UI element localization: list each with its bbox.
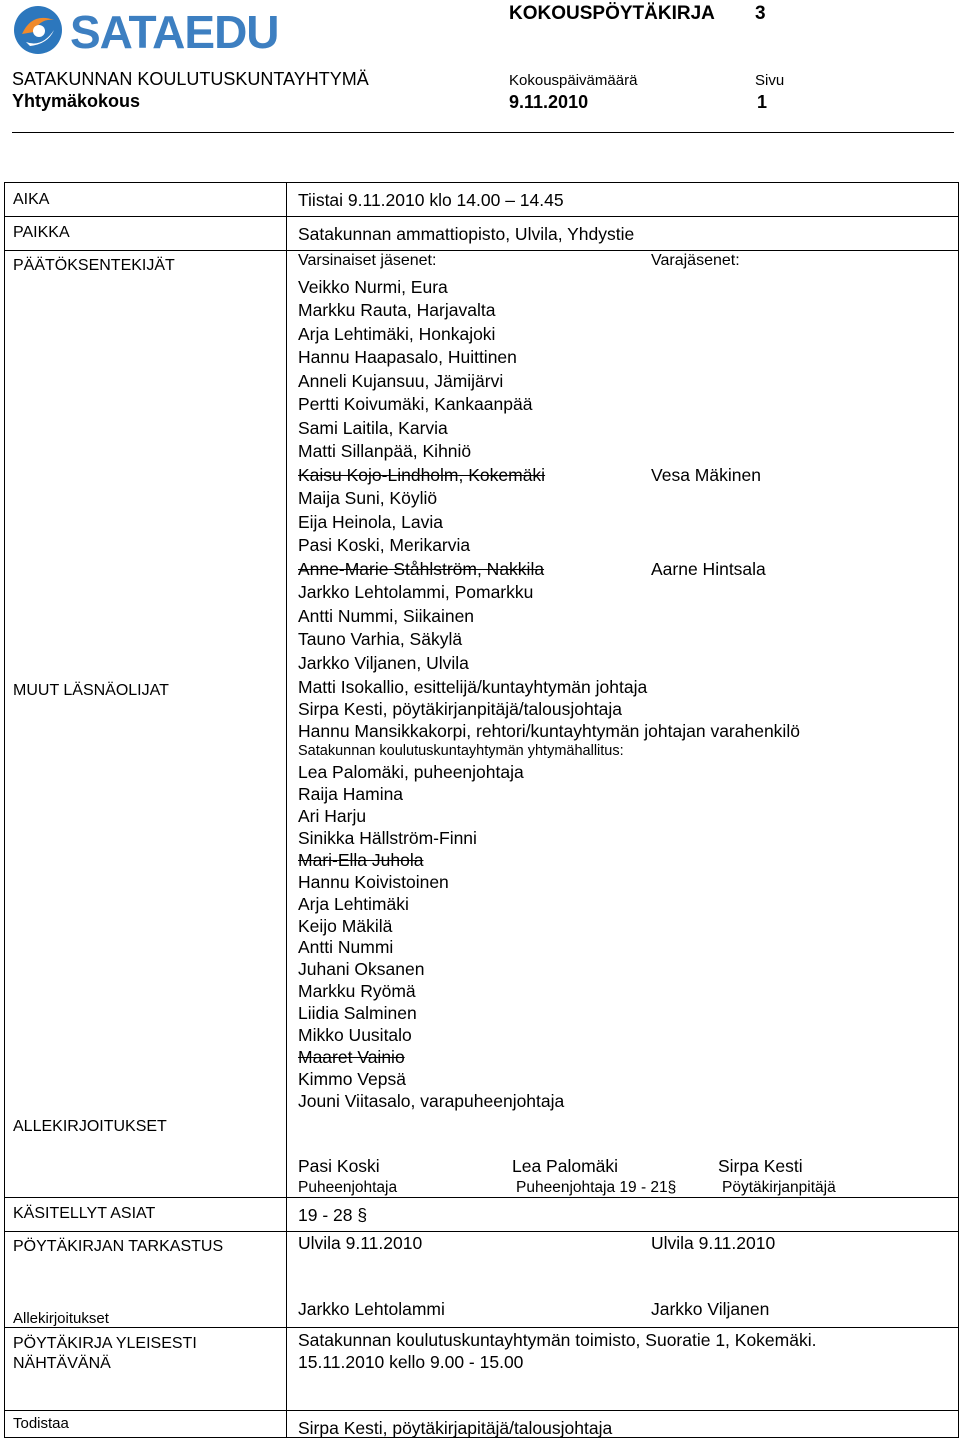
meeting-date: 9.11.2010	[509, 92, 589, 112]
sataedu-logo	[12, 4, 279, 60]
row-divider	[4, 1197, 959, 1198]
signer-name: Lea Palomäki	[512, 1156, 619, 1176]
place-label: PAIKKA	[13, 224, 70, 241]
board-member: Mikko Uusitalo	[298, 1025, 412, 1045]
header-divider	[12, 132, 954, 133]
member-item: Jarkko Viljanen, Ulvila	[298, 653, 469, 673]
row-divider	[4, 250, 959, 251]
review-place-date: Ulvila 9.11.2010	[651, 1233, 776, 1253]
member-item: Pertti Koivumäki, Kankaanpää	[298, 394, 533, 414]
document-number: 3	[755, 3, 766, 24]
member-item: Hannu Haapasalo, Huittinen	[298, 347, 517, 367]
signer-role: Puheenjohtaja	[298, 1179, 398, 1196]
place-value: Satakunnan ammattiopisto, Ulvila, Yhdystie	[298, 224, 635, 244]
deputies-header: Varajäsenet:	[651, 252, 740, 269]
member-item: Maija Suni, Köyliö	[298, 488, 438, 508]
board-member: Hannu Koivistoinen	[298, 872, 449, 892]
member-item: Jarkko Lehtolammi, Pomarkku	[298, 582, 534, 602]
member-item: Anneli Kujansuu, Jämijärvi	[298, 371, 504, 391]
attendee-item: Sirpa Kesti, pöytäkirjanpitäjä/talousjohtaja	[298, 699, 622, 719]
member-item: Antti Nummi, Siikainen	[298, 606, 475, 626]
row-divider	[4, 216, 959, 217]
reviewer-name: Jarkko Viljanen	[651, 1299, 770, 1319]
deputy-item: Vesa Mäkinen	[651, 465, 761, 485]
handled-items-label: KÄSITELLYT ASIAT	[13, 1205, 156, 1222]
board-member: Antti Nummi	[298, 937, 394, 957]
public-display-time: 15.11.2010 kello 9.00 - 15.00	[298, 1352, 524, 1372]
member-item: Matti Sillanpää, Kihniö	[298, 441, 472, 461]
time-value: Tiistai 9.11.2010 klo 14.00 – 14.45	[298, 190, 564, 210]
member-item: Markku Rauta, Harjavalta	[298, 300, 496, 320]
signer-name: Pasi Koski	[298, 1156, 380, 1176]
column-divider	[286, 182, 287, 1438]
minutes-review-label: PÖYTÄKIRJAN TARKASTUS	[13, 1238, 224, 1255]
certifier-name: Sirpa Kesti, pöytäkirjapitäjä/talousjohtaja	[298, 1418, 613, 1438]
member-item-absent: Anne-Marie Ståhlström, Nakkila	[298, 559, 545, 579]
public-display-label: NÄHTÄVÄNÄ	[13, 1355, 111, 1372]
board-member: Lea Palomäki, puheenjohtaja	[298, 762, 524, 782]
review-place-date: Ulvila 9.11.2010	[298, 1233, 423, 1253]
row-divider	[4, 1327, 959, 1328]
decision-makers-label: PÄÄTÖKSENTEKIJÄT	[13, 257, 175, 274]
board-member: Jouni Viitasalo, varapuheenjohtaja	[298, 1091, 565, 1111]
signer-role: Puheenjohtaja 19 - 21§	[516, 1179, 677, 1196]
member-item: Arja Lehtimäki, Honkajoki	[298, 324, 496, 344]
meeting-name: Yhtymäkokous	[12, 91, 141, 111]
board-member: Keijo Mäkilä	[298, 916, 393, 936]
signer-name: Sirpa Kesti	[718, 1156, 803, 1176]
attendee-item: Matti Isokallio, esittelijä/kuntayhtymän johtaja	[298, 677, 648, 697]
handled-items-value: 19 - 28 §	[298, 1205, 368, 1225]
member-item: Pasi Koski, Merikarvia	[298, 535, 471, 555]
board-member-absent: Mari-Ella Juhola	[298, 850, 424, 870]
signatures-label: ALLEKIRJOITUKSET	[13, 1118, 167, 1135]
logo-text: SATAEDU	[70, 6, 279, 58]
board-member: Markku Ryömä	[298, 981, 416, 1001]
page-number: 1	[757, 92, 768, 112]
page-label: Sivu	[755, 72, 785, 89]
board-member: Kimmo Vepsä	[298, 1069, 406, 1089]
organization-name: SATAKUNNAN KOULUTUSKUNTAYHTYMÄ	[12, 69, 369, 89]
document-title: KOKOUSPÖYTÄKIRJA	[509, 3, 715, 24]
public-display-location: Satakunnan koulutuskuntayhtymän toimisto, Suoratie 1, Kokemäki.	[298, 1330, 817, 1350]
other-attendees-label: MUUT LÄSNÄOLIJAT	[13, 682, 169, 699]
board-member: Raija Hamina	[298, 784, 404, 804]
reviewer-name: Jarkko Lehtolammi	[298, 1299, 445, 1319]
board-member: Arja Lehtimäki	[298, 894, 409, 914]
member-item-absent: Kaisu Kojo-Lindholm, Kokemäki	[298, 465, 546, 485]
deputy-item: Aarne Hintsala	[651, 559, 766, 579]
date-label: Kokouspäivämäärä	[509, 72, 638, 89]
row-divider	[4, 1410, 959, 1411]
public-display-label: PÖYTÄKIRJA YLEISESTI	[13, 1335, 197, 1352]
members-header: Varsinaiset jäsenet:	[298, 252, 437, 269]
time-label: AIKA	[13, 191, 50, 208]
logo-swirl-icon	[12, 4, 64, 56]
member-item: Sami Laitila, Karvia	[298, 418, 448, 438]
row-divider	[4, 1231, 959, 1232]
board-member: Juhani Oksanen	[298, 959, 425, 979]
board-member: Ari Harju	[298, 806, 367, 826]
signatures-sub-label: Allekirjoitukset	[13, 1310, 109, 1327]
board-member: Liidia Salminen	[298, 1003, 417, 1023]
member-item: Eija Heinola, Lavia	[298, 512, 443, 532]
member-item: Veikko Nurmi, Eura	[298, 277, 448, 297]
certifies-label: Todistaa	[13, 1415, 69, 1432]
board-member: Sinikka Hällström-Finni	[298, 828, 477, 848]
member-item: Tauno Varhia, Säkylä	[298, 629, 463, 649]
board-member-absent: Maaret Vainio	[298, 1047, 405, 1067]
board-header: Satakunnan koulutuskuntayhtymän yhtymähallitus:	[298, 743, 624, 759]
attendee-item: Hannu Mansikkakorpi, rehtori/kuntayhtymän johtajan varahenkilö	[298, 721, 800, 741]
signer-role: Pöytäkirjanpitäjä	[722, 1179, 836, 1196]
